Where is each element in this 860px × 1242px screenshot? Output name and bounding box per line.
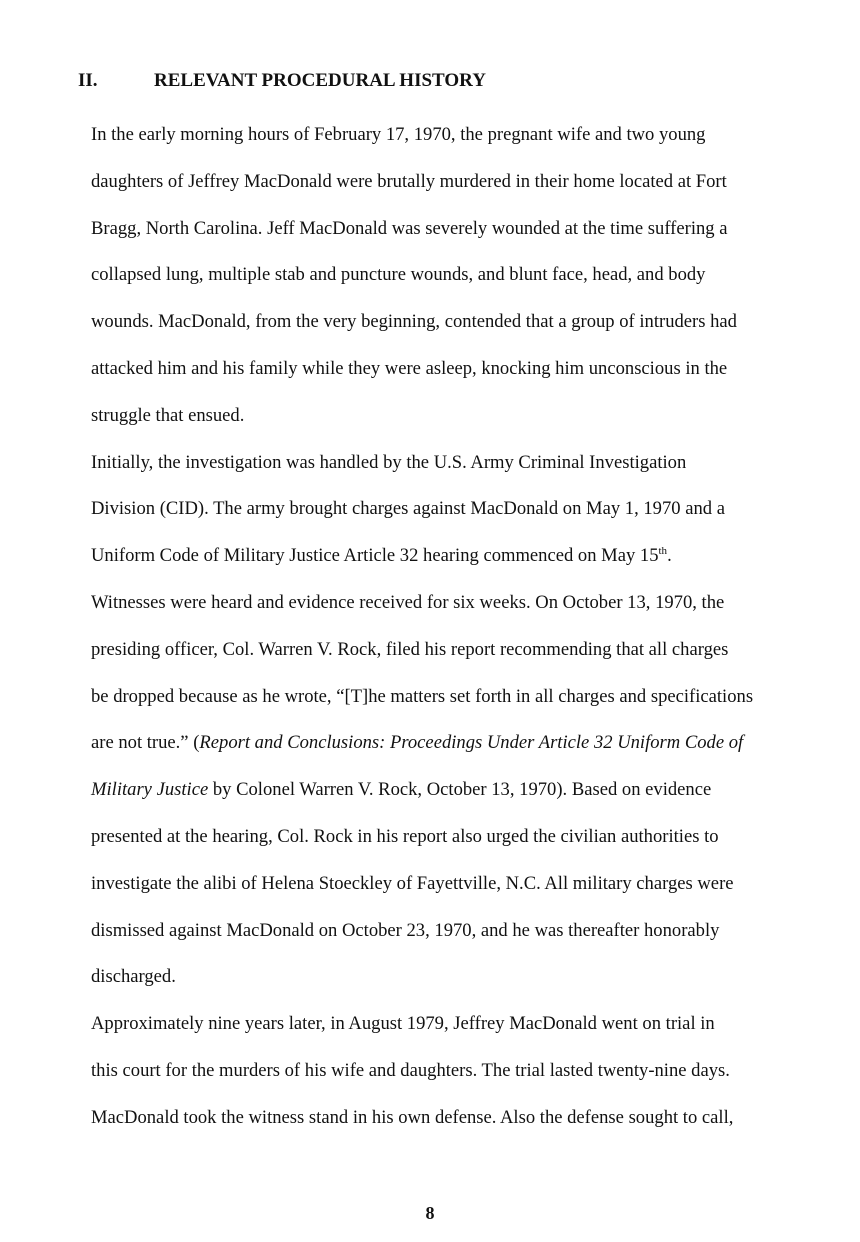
text-line: discharged. [91,966,176,988]
text-line: presented at the hearing, Col. Rock in his report also urged the civilian authorities to [91,825,719,847]
citation-title: Report and Conclusions: Proceedings Under Article 32 Uniform Code of [199,732,744,754]
text-line: wounds. MacDonald, from the very beginning, contended that a group of intruders had [91,311,737,333]
text-line [62,533,802,580]
text-line: Approximately nine years later, in August 1979, Jeffrey MacDonald went on trial in [91,1013,715,1035]
section-heading [78,70,486,92]
page-number: 8 [425,1203,435,1223]
text-line: investigate the alibi of Helena Stoeckley of Fayettville, N.C. All military charges were [91,872,734,894]
citation-title: Military Justice [91,779,209,801]
text-line: Bragg, North Carolina. Jeff MacDonald was severely wounded at the time suffering a [91,217,728,239]
text-line: struggle that ensued. [91,404,245,426]
text-line: this court for the murders of his wife and daughters. The trial lasted twenty-nine days. [91,1059,730,1081]
paragraph [62,112,802,440]
text-segment: by Colonel Warren V. Rock, October 13, 1970). Based on evidence [208,779,712,801]
text-line: In the early morning hours of February 17, 1970, the pregnant wife and two young [91,124,706,145]
text-line: presiding officer, Col. Warren V. Rock, filed his report recommending that all charges [91,638,729,660]
text-segment: are not true.” ( [91,732,200,754]
text-line: dismissed against MacDonald on October 23, 1970, and he was thereafter honorably [91,919,720,941]
text-segment: Uniform Code of Military Justice Article 32 hearing commenced on May 15 [91,545,659,567]
paragraph [62,1001,802,1141]
text-line [62,720,802,767]
text-line: Division (CID). The army brought charges against MacDonald on May 1, 1970 and a [91,498,725,520]
section-number: II. [78,70,98,91]
text-line: daughters of Jeffrey MacDonald were brutally murdered in their home located at Fort [91,170,727,192]
text-line [62,767,802,814]
body-text [62,112,802,1142]
text-line: Witnesses were heard and evidence received for six weeks. On October 13, 1970, the [91,591,725,613]
text-line: collapsed lung, multiple stab and puncture wounds, and blunt face, head, and body [91,264,706,286]
text-line: Initially, the investigation was handled by the U.S. Army Criminal Investigation [91,451,687,473]
text-line: be dropped because as he wrote, “[T]he matters set forth in all charges and specifications [91,685,754,707]
text-line: MacDonald took the witness stand in his own defense. Also the defense sought to call, [91,1106,734,1128]
section-title: RELEVANT PROCEDURAL HISTORY [154,70,486,91]
text-line: attacked him and his family while they were asleep, knocking him unconscious in the [91,357,728,379]
ordinal-suffix: th [658,544,668,557]
paragraph [62,440,802,1002]
text-segment: . [667,545,672,567]
